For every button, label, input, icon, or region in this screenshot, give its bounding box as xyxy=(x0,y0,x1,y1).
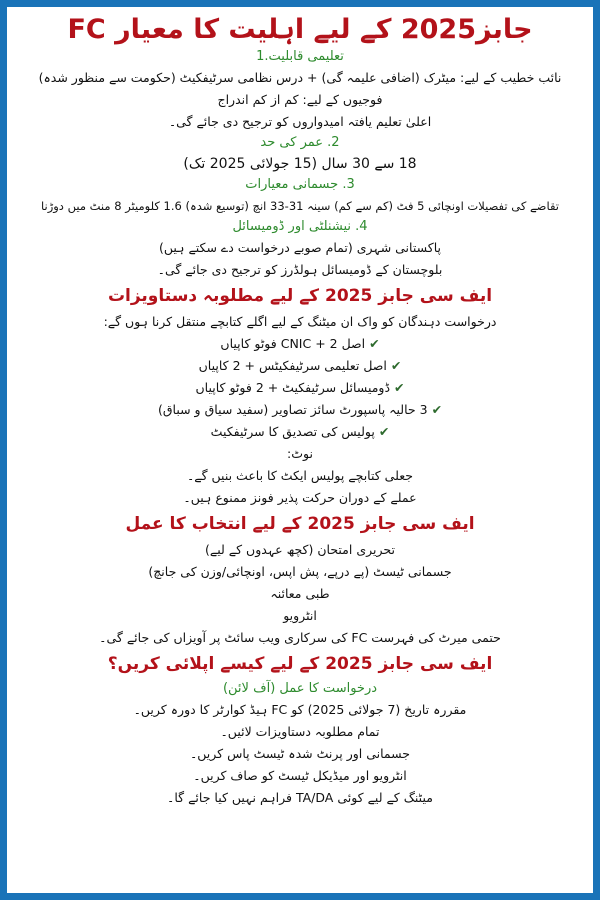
check-icon: ✔ xyxy=(378,424,390,439)
list-item: تحریری امتحان (کچھ عہدوں کے لیے) xyxy=(205,542,395,557)
list-item: حتمی میرٹ کی فہرست FC کی سرکاری ویب سائٹ پر آویزاں کی جائے گی۔ xyxy=(99,630,501,645)
list-item: جسمانی ٹیسٹ (پے درپے، پش اپس، اونچائی/وزن کی جانچ) xyxy=(148,564,452,579)
checklist-item: ✔اصل 2 + CNIC فوٹو کاپیاں xyxy=(220,336,380,351)
checklist-item: ✔پولیس کی تصدیق کا سرٹیفکیٹ xyxy=(210,424,390,439)
list-item: اعلیٰ تعلیم یافتہ امیدواروں کو ترجیح دی جائے گی۔ xyxy=(168,114,432,129)
documents-intro: درخواست دہندگان کو واک ان میٹنگ کے لیے اگلے کتابچے منتقل کرنا ہوں گے: xyxy=(103,314,497,329)
list-item: انٹرویو xyxy=(283,608,317,623)
section-heading-documents: ایف سی جابز 2025 کے لیے مطلوبہ دستاویزات xyxy=(107,286,493,306)
section-documents xyxy=(17,281,583,509)
section-age-limit xyxy=(17,133,583,175)
section-heading-physical: 3. جسمانی معیارات xyxy=(245,177,355,192)
section-heading-apply: ایف سی جابز 2025 کے لیے کیسے اپلائی کریں؟ xyxy=(107,654,493,674)
note-label: نوٹ: xyxy=(287,446,313,461)
section-education xyxy=(17,47,583,133)
section-nationality xyxy=(17,217,583,281)
checklist-item: ✔ڈومیسائل سرٹیفکیٹ + 2 فوٹو کاپیاں xyxy=(195,380,405,395)
list-item: تقاضے کی تفصیلات اونچائی 5 فٹ (کم سے کم) سینہ 31-33 انچ (توسیع شدہ) 1.6 کلومیٹر 8 منٹ میں دوڑنا xyxy=(41,199,559,213)
page-title: جابز2025 کے لیے اہلیت کا معیار FC xyxy=(67,14,533,45)
note-item: عملے کے دوران حرکت پذیر فونز ممنوع ہیں۔ xyxy=(183,490,417,505)
check-icon: ✔ xyxy=(369,336,380,351)
section-heading-selection: ایف سی جابز 2025 کے لیے انتخاب کا عمل xyxy=(125,514,475,534)
section-heading-education: تعلیمی قابلیت.1 xyxy=(256,49,344,64)
list-item: طبی معائنہ xyxy=(270,586,330,601)
section-heading-nationality: 4. نیشنلٹی اور ڈومیسائل xyxy=(232,219,368,234)
list-item: تمام مطلوبہ دستاویزات لائیں۔ xyxy=(220,724,380,739)
check-icon: ✔ xyxy=(394,380,405,395)
list-item: پاکستانی شہری (تمام صوبے درخواست دے سکتے ہیں) xyxy=(158,240,442,255)
checklist-item: ✔3 حالیہ پاسپورٹ سائز تصاویر (سفید سیاق و سباق) xyxy=(157,402,443,417)
note-item: جعلی کتابچے پولیس ایکٹ کا باعث بنیں گے۔ xyxy=(186,468,414,483)
section-selection-process xyxy=(17,509,583,649)
list-item: 18 سے 30 سال (15 جولائی 2025 تک) xyxy=(183,156,417,172)
checklist-item: ✔اصل تعلیمی سرٹیفکیٹس + 2 کاپیاں xyxy=(198,358,402,373)
check-icon: ✔ xyxy=(390,358,402,373)
check-icon: ✔ xyxy=(431,402,443,417)
list-item: انٹرویو اور میڈیکل ٹیسٹ کو صاف کریں۔ xyxy=(193,768,407,783)
document-body xyxy=(17,13,583,809)
list-item: فوجیوں کے لیے: کم از کم اندراج xyxy=(217,92,383,107)
list-item: جسمانی اور پرنٹ شدہ ٹیسٹ پاس کریں۔ xyxy=(189,746,411,761)
list-item: مقررہ تاریخ (7 جولائی 2025) کو FC ہیڈ کوارٹر کا دورہ کریں۔ xyxy=(133,702,467,717)
section-how-to-apply xyxy=(17,649,583,809)
section-subheading-apply: درخواست کا عمل (آف لائن) xyxy=(222,681,378,696)
section-physical-standards xyxy=(17,175,583,217)
list-item: میٹنگ کے لیے کوئی TA/DA فراہم نہیں کیا جائے گا۔ xyxy=(167,790,433,805)
list-item: نائب خطیب کے لیے: میٹرک (اضافی علیمہ گی) + درس نظامی سرٹیفکیٹ (حکومت سے منظور شدہ) xyxy=(38,70,562,85)
section-heading-age: 2. عمر کی حد xyxy=(260,135,340,150)
list-item: بلوچستان کے ڈومیسائل ہولڈرز کو ترجیح دی جائے گی۔ xyxy=(157,262,443,277)
